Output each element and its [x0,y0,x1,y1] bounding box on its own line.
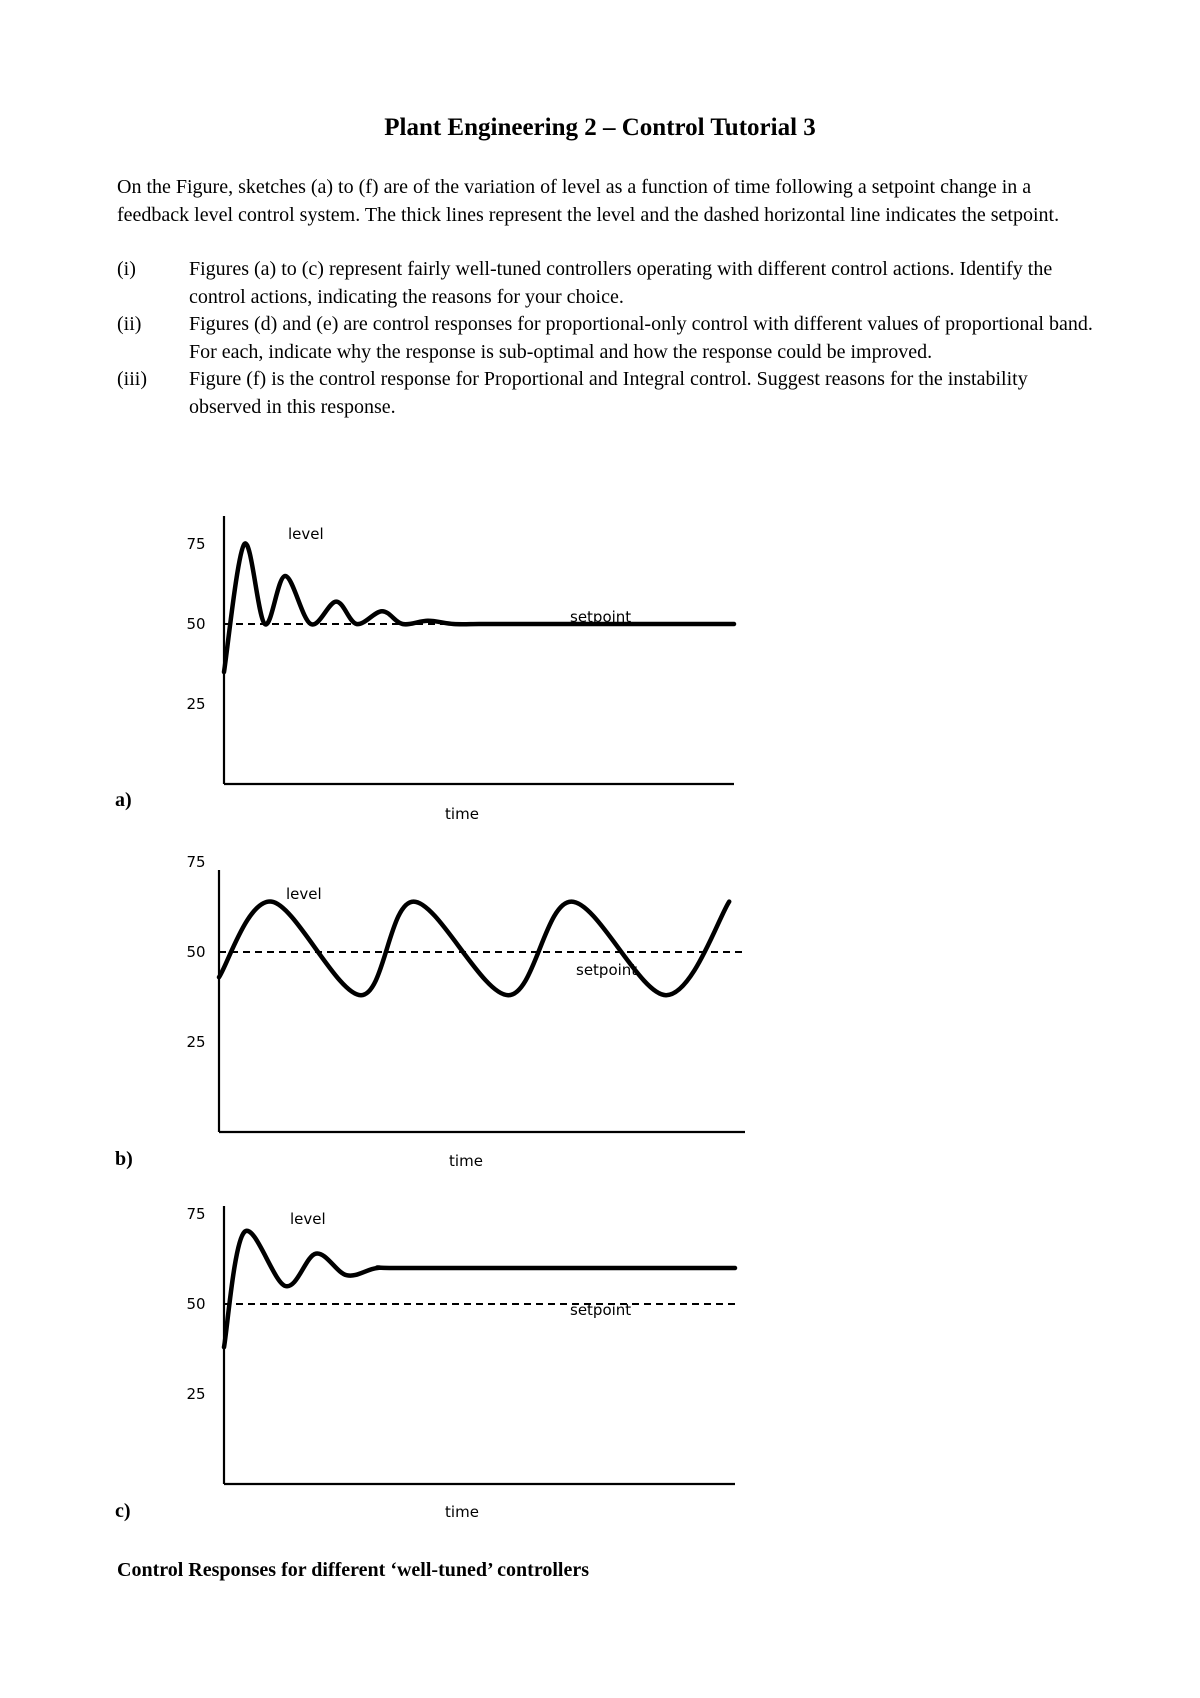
panel-label: c) [115,1500,131,1522]
level-curve [224,1231,735,1347]
level-curve [219,902,729,996]
level-label: level [288,525,324,543]
y-tick-label: 75 [186,1205,206,1223]
figure-a [100,500,800,840]
panel-label: b) [115,1148,133,1170]
figure-c [100,1190,800,1530]
question-number: (i) [117,258,136,280]
figure-caption: Control Responses for different ‘well-tuned’ controllers [117,1559,589,1581]
question-item [117,311,1097,366]
figure-b [100,850,800,1190]
y-tick-label: 75 [186,853,206,871]
x-axis-label: time [445,805,479,823]
panel-label: a) [115,789,132,811]
setpoint-label: setpoint [576,961,638,979]
intro-paragraph: On the Figure, sketches (a) to (f) are of the variation of level as a function of time following a setpoint change in a feedback level control system. The thick lines represent the level and the dashed horizontal line indicates the setpoint. [117,176,1060,226]
y-tick-label: 50 [186,615,206,633]
setpoint-label: setpoint [570,608,632,626]
question-text: Figure (f) is the control response for Proportional and Integral control. Suggest reasons for the instability observed in this response. [189,368,1028,418]
y-tick-label: 75 [186,535,206,553]
x-axis-label: time [445,1503,479,1521]
question-list [117,256,1097,421]
setpoint-label: setpoint [570,1301,632,1319]
question-text: Figures (d) and (e) are control responses for proportional-only control with different values of proportional band. For each, indicate why the response is sub-optimal and how the response could be improved. [189,313,1093,363]
question-item [117,256,1097,311]
level-label: level [290,1210,326,1228]
y-tick-label: 50 [186,1295,206,1313]
question-text: Figures (a) to (c) represent fairly well-tuned controllers operating with different control actions. Identify the control actions, indicating the reasons for your choice. [189,258,1053,308]
x-axis-label: time [449,1152,483,1170]
question-number: (ii) [117,313,142,335]
level-label: level [286,885,322,903]
y-tick-label: 25 [186,1033,206,1051]
question-item [117,366,1097,421]
level-curve [224,543,734,672]
y-tick-label: 50 [186,943,206,961]
y-tick-label: 25 [186,1385,206,1403]
y-tick-label: 25 [186,695,206,713]
question-number: (iii) [117,368,147,390]
page-title: Plant Engineering 2 – Control Tutorial 3 [384,114,816,141]
